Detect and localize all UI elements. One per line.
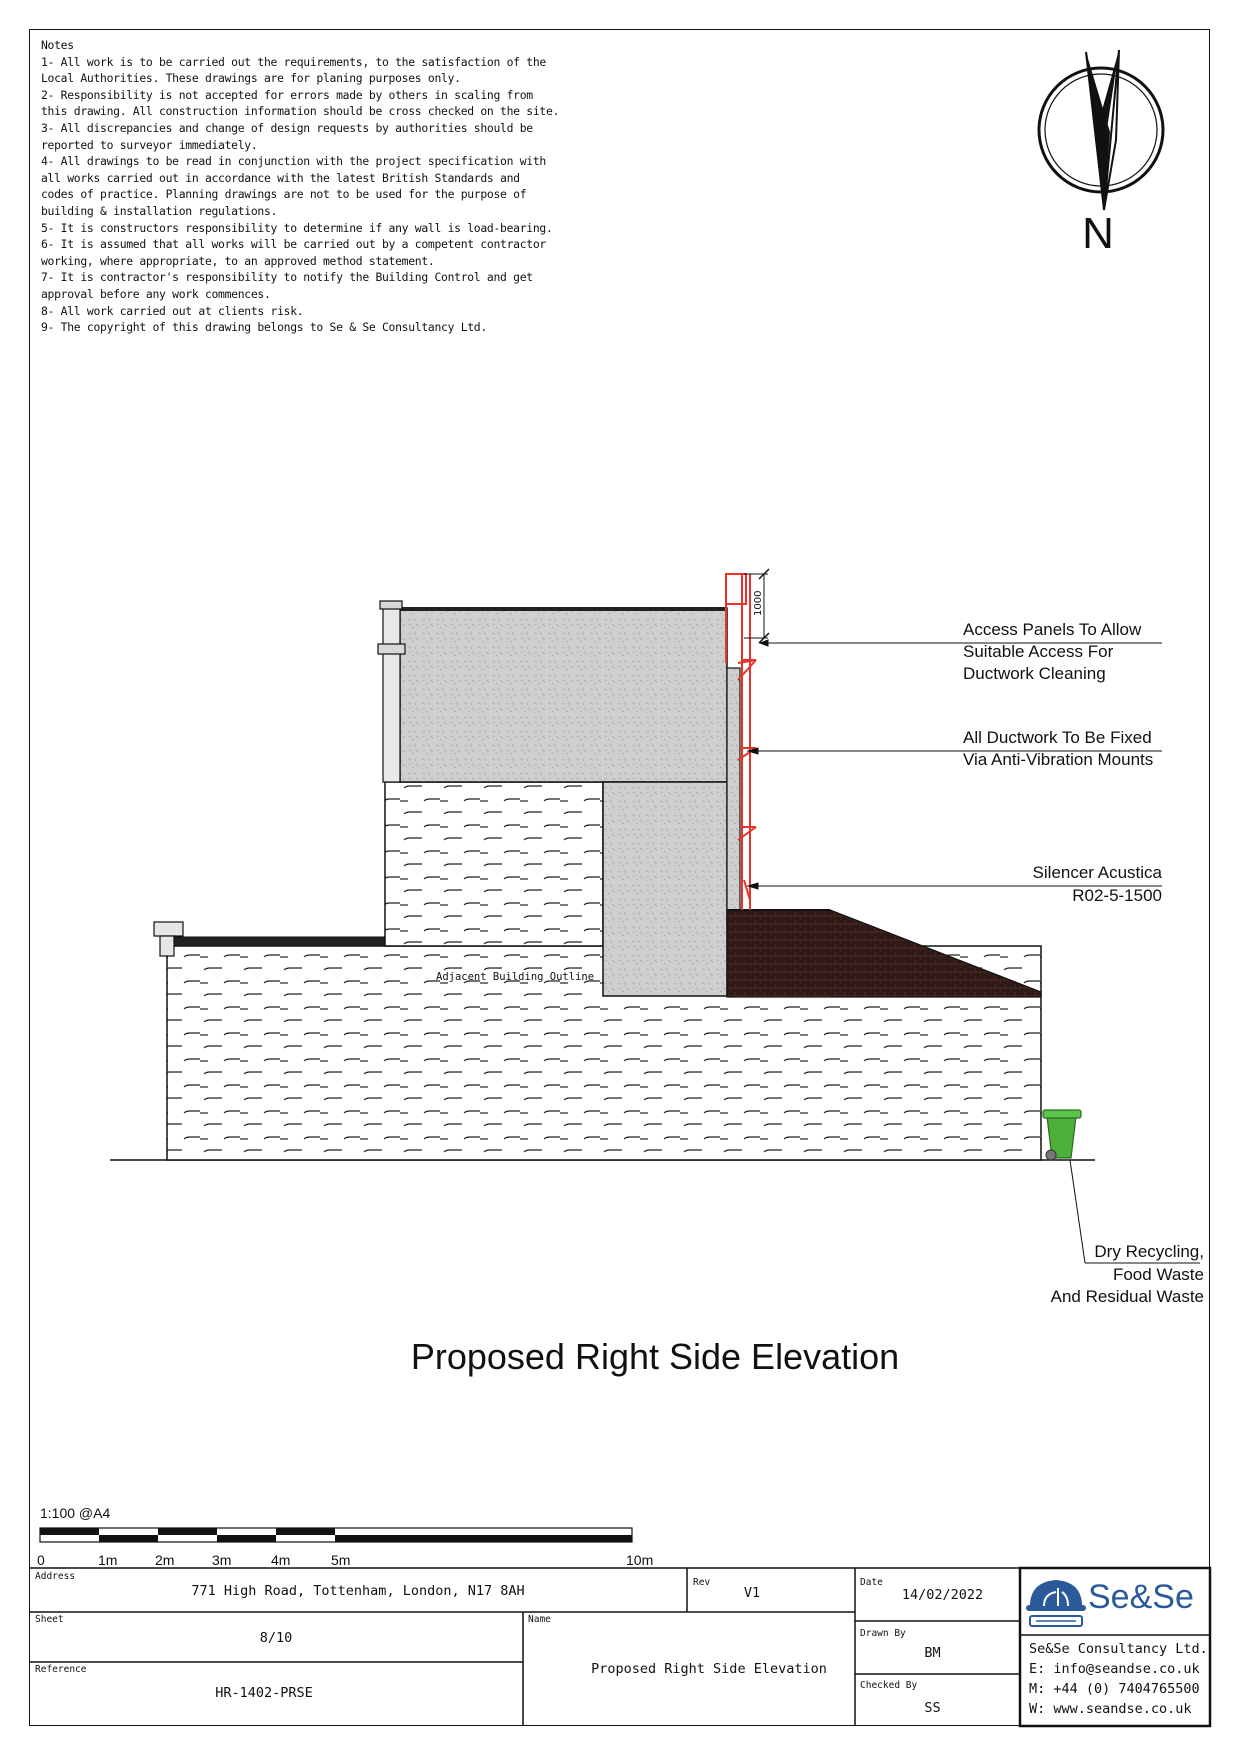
company-name: Se&Se Consultancy Ltd.: [1029, 1641, 1208, 1657]
note-line: Local Authorities. These drawings are for planing purposes only.: [41, 71, 461, 86]
dimension-value: 1000: [753, 590, 764, 616]
note-line: codes of practice. Planning drawings are not to be used for the purpose of: [41, 187, 527, 202]
annotation-ductwork-line1: All Ductwork To Be Fixed: [963, 728, 1152, 747]
scale-tick: 1m: [98, 1552, 118, 1568]
checked-by-label: Checked By: [860, 1680, 918, 1691]
scale-tick: 4m: [271, 1552, 291, 1568]
annotation-waste-line1: Dry Recycling,: [1094, 1242, 1204, 1261]
date-label: Date: [860, 1577, 883, 1588]
note-line: 8- All work carried out at clients risk.: [41, 303, 304, 318]
rev-label: Rev: [693, 1577, 711, 1588]
scale-label: 1:100 @A4: [40, 1505, 111, 1521]
sheet-value: 8/10: [259, 1630, 293, 1646]
note-line: 7- It is contractor's responsibility to notify the Building Control and get: [41, 270, 533, 285]
rev-value: V1: [743, 1585, 761, 1601]
note-line: 2- Responsibility is not accepted for errors made by others in scaling from: [41, 87, 533, 102]
company-mobile: M: +44 (0) 7404765500: [1029, 1681, 1200, 1697]
date-value: 14/02/2022: [901, 1587, 984, 1603]
note-line: 6- It is assumed that all works will be carried out by a competent contractor: [41, 237, 546, 252]
reference-label: Reference: [35, 1664, 87, 1675]
checked-by-value: SS: [924, 1700, 941, 1716]
annotation-silencer-line2: R02-5-1500: [1072, 886, 1162, 905]
name-label: Name: [528, 1614, 551, 1625]
annotation-adjacent-building: Adjacent Building Outline: [436, 971, 595, 983]
address-value: 771 High Road, Tottenham, London, N17 8AH: [191, 1583, 525, 1599]
company-web: W: www.seandse.co.uk: [1029, 1701, 1192, 1717]
annotation-access-panels-line1: Access Panels To Allow: [963, 620, 1142, 639]
north-label: N: [1082, 209, 1114, 258]
address-label: Address: [35, 1571, 76, 1582]
annotation-ductwork-line2: Via Anti-Vibration Mounts: [963, 750, 1154, 769]
drawn-by-value: BM: [924, 1645, 941, 1661]
note-line: reported to surveyor immediately.: [41, 137, 258, 152]
scale-tick: 2m: [155, 1552, 175, 1568]
scale-tick: 10m: [626, 1552, 654, 1568]
scale-tick: 5m: [331, 1552, 351, 1568]
company-logo-text: Se&Se: [1088, 1578, 1194, 1616]
annotation-silencer-line1: Silencer Acustica: [1032, 863, 1162, 882]
annotation-access-panels-line3: Ductwork Cleaning: [963, 664, 1106, 683]
scale-tick: 0: [37, 1552, 45, 1568]
company-email: E: info@seandse.co.uk: [1029, 1661, 1200, 1677]
note-line: 9- The copyright of this drawing belongs to Se & Se Consultancy Ltd.: [41, 320, 487, 335]
name-value: Proposed Right Side Elevation: [591, 1661, 827, 1677]
annotation-access-panels-line2: Suitable Access For: [963, 642, 1114, 661]
drawing-title: Proposed Right Side Elevation: [410, 1336, 900, 1377]
note-line: approval before any work commences.: [41, 286, 271, 301]
annotation-waste-line3: And Residual Waste: [1050, 1287, 1204, 1306]
scale-tick: 3m: [212, 1552, 232, 1568]
note-line: all works carried out in accordance with the latest British Standards and: [41, 170, 520, 185]
note-line: building & installation regulations.: [41, 203, 278, 218]
note-line: this drawing. All construction information should be cross checked on the site.: [41, 104, 560, 119]
note-line: 3- All discrepancies and change of design requests by authorities should be: [41, 120, 533, 135]
annotation-waste-line2: Food Waste: [1112, 1265, 1204, 1284]
sheet-label: Sheet: [35, 1614, 64, 1625]
reference-value: HR-1402-PRSE: [215, 1685, 313, 1701]
drawn-by-label: Drawn By: [860, 1628, 906, 1639]
note-line: 4- All drawings to be read in conjunction with the project specification with: [41, 154, 546, 169]
note-line: 1- All work is to be carried out the requirements, to the satisfaction of the: [41, 54, 546, 69]
note-line: 5- It is constructors responsibility to determine if any wall is load-bearing.: [41, 220, 553, 235]
note-line: working, where appropriate, to an approved method statement.: [41, 253, 435, 268]
notes-heading: Notes: [41, 38, 74, 52]
